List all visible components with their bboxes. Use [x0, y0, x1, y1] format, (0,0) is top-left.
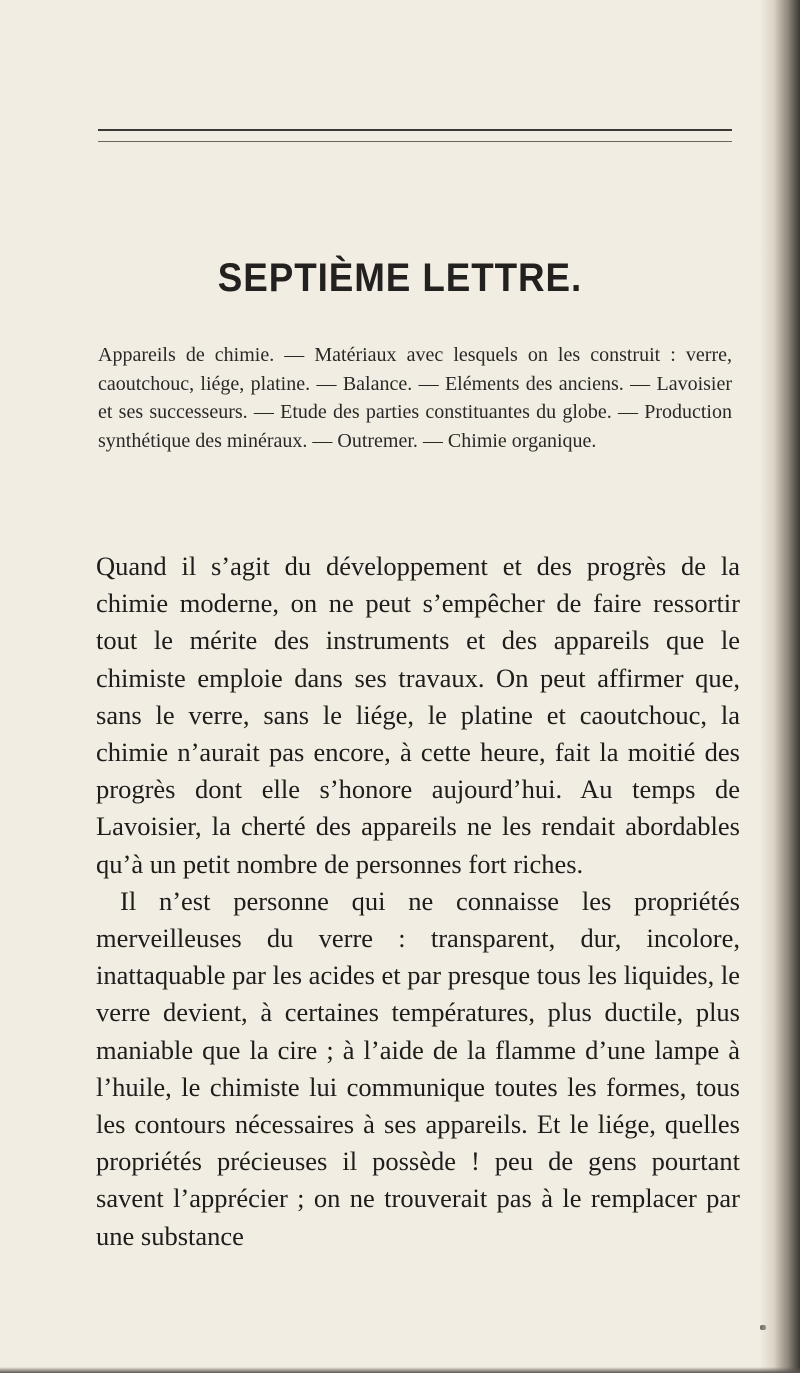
header-rule-bottom: [98, 141, 732, 142]
body-text: [96, 548, 740, 1255]
paragraph-2: Il n’est personne qui ne connaisse les propriétés merveilleuses du verre : transparent, dur, incolore, inattaquable par les acides et par presque tous les liquides, le verre devient, à certaines températures, plus ductile, plus maniable que la cire ; à l’aide de la flamme d’une lampe à l’huile, le chimiste lui communique toutes les formes, tous les contours nécessaires à ses appareils. Et le liége, quelles propriétés précieuses il possède ! peu de gens pourtant savent l’apprécier ; on ne trouverait pas à le remplacer par une substance: [96, 885, 740, 1251]
chapter-summary: Appareils de chimie. — Matériaux avec lesquels on les construit : verre, caoutchouc, liége, platine. — Balance. — Eléments des anciens. — Lavoisier et ses successeurs. — Etude des parties constituantes du globe. — Production synthétique des minéraux. — Outremer. — Chimie organique.: [98, 344, 732, 452]
page-bottom-shadow: [0, 1367, 800, 1373]
header-rule-top: [98, 129, 732, 131]
page-edge-shadow: [760, 0, 800, 1373]
paragraph-1: Quand il s’agit du développement et des progrès de la chimie moderne, on ne peut s’empêcher de faire ressortir tout le mérite des instruments et des appareils que le chimiste emploie dans ses travaux. On peut affirmer que, sans le verre, sans le liége, le platine et caoutchouc, la chimie n’aurait pas encore, à cette heure, fait la moitié des progrès dont elle s’honore aujourd’hui. Au temps de Lavoisier, la cherté des appareils ne les rendait abordables qu’à un petit nombre de personnes fort riches.: [96, 551, 740, 879]
chapter-title: SEPTIÈME LETTRE.: [217, 256, 583, 300]
